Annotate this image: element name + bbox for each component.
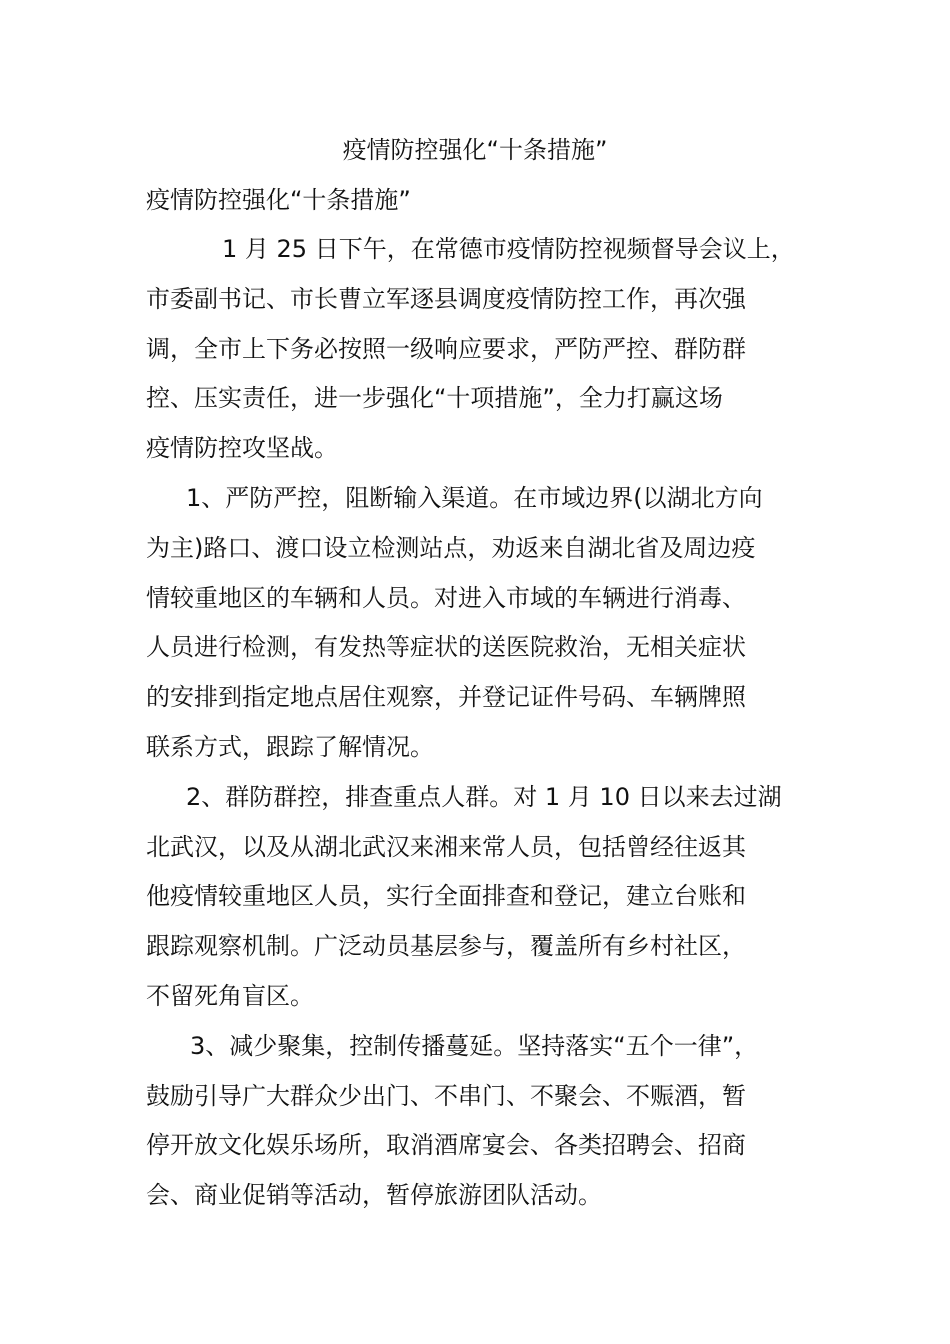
paragraph-line: 不留死角盲区。 <box>146 981 314 1010</box>
paragraph-line: 调，全市上下务必按照一级响应要求，严防严控、群防群 <box>146 334 746 363</box>
paragraph-line: 控、压实责任，进一步强化“十项措施”，全力打赢这场 <box>146 384 723 413</box>
paragraph-line: 2、群防群控，排查重点人群。对 1 月 10 日以来去过湖 <box>186 782 782 811</box>
paragraph-line: 为主)路口、渡口设立检测站点，劝返来自湖北省及周边疫 <box>146 533 756 562</box>
paragraph <box>146 1028 826 1227</box>
paragraph-line: 3、减少聚集，控制传播蔓延。坚持落实“五个一律”， <box>190 1031 759 1060</box>
paragraph-line: 鼓励引导广大群众少出门、不串门、不聚会、不赈酒，暂 <box>146 1081 746 1110</box>
paragraph <box>146 480 826 779</box>
paragraph-line: 市委副书记、市长曹立军逐县调度疫情防控工作，再次强 <box>146 284 746 313</box>
paragraph-line: 联系方式，跟踪了解情况。 <box>146 732 434 761</box>
paragraph-line: 他疫情较重地区人员，实行全面排查和登记，建立台账和 <box>146 882 746 911</box>
paragraph <box>146 779 826 1028</box>
paragraph-line: 1 月 25 日下午，在常德市疫情防控视频督导会议上， <box>222 235 795 263</box>
paragraph-line: 人员进行检测，有发热等症状的送医院救治，无相关症状 <box>146 633 746 662</box>
paragraph-line: 1、严防严控，阻断输入渠道。在市域边界(以湖北方向 <box>186 483 763 512</box>
document-subtitle: 疫情防控强化“十条措施” <box>146 186 411 214</box>
paragraph-line: 疫情防控攻坚战。 <box>146 434 338 463</box>
paragraph-line: 停开放文化娱乐场所，取消酒席宴会、各类招聘会、招商 <box>146 1131 746 1160</box>
paragraph-line: 跟踪观察机制。广泛动员基层参与，覆盖所有乡村社区， <box>146 932 746 961</box>
paragraph-line: 会、商业促销等活动，暂停旅游团队活动。 <box>146 1181 602 1210</box>
paragraph-line: 的安排到指定地点居住观察，并登记证件号码、车辆牌照 <box>146 683 746 712</box>
paragraph-line: 北武汉，以及从湖北武汉来湘来常人员，包括曾经往返其 <box>146 832 746 861</box>
paragraph-line: 情较重地区的车辆和人员。对进入市域的车辆进行消毒、 <box>146 583 746 612</box>
document-title: 疫情防控强化“十条措施” <box>342 136 608 164</box>
document-body <box>146 231 826 1227</box>
paragraph <box>146 231 826 480</box>
